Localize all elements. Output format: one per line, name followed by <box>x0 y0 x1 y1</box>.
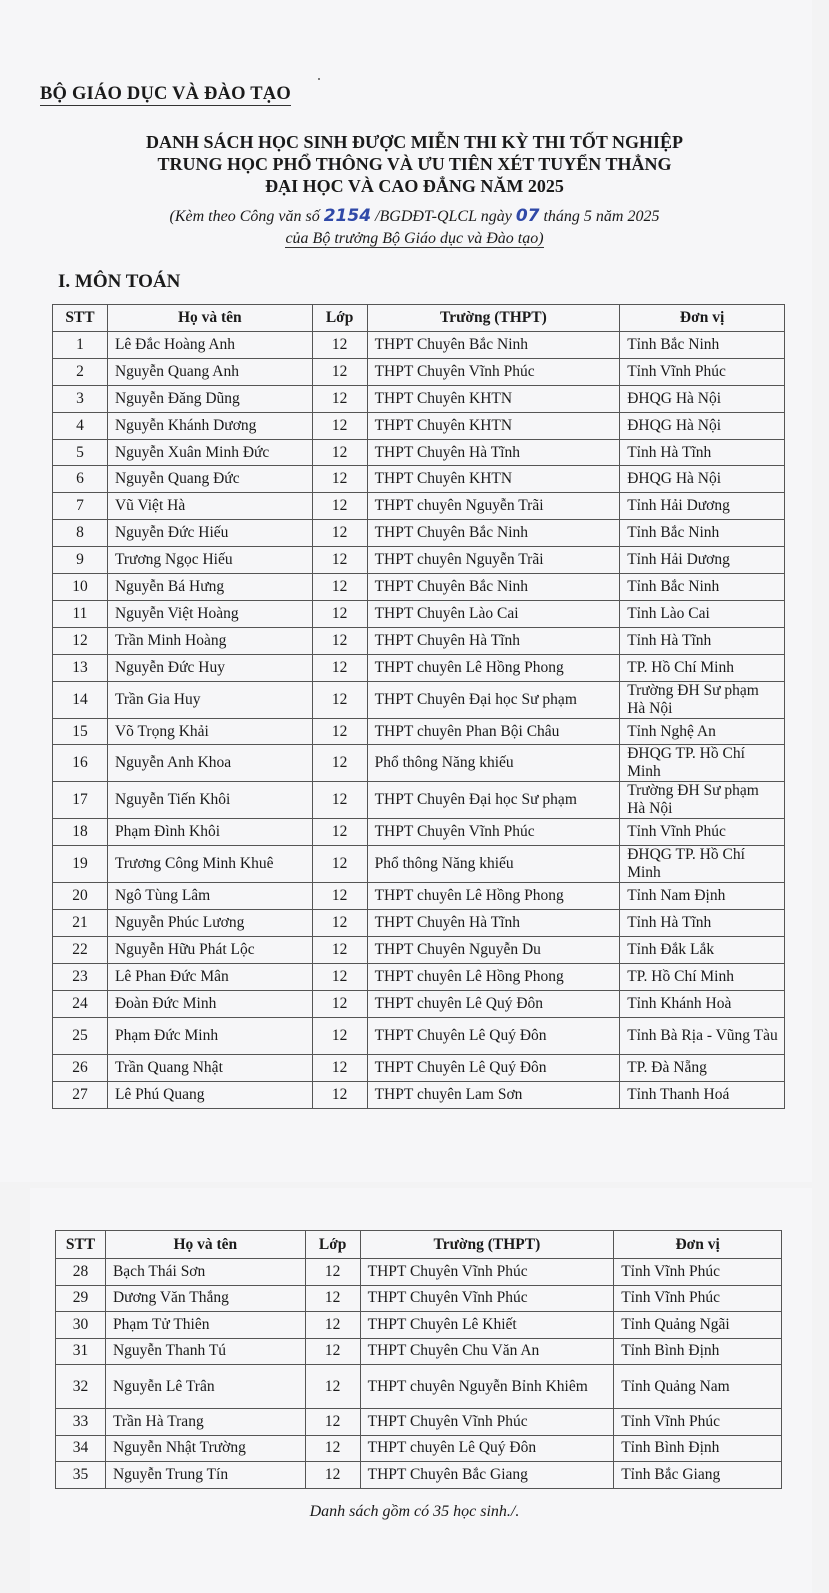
table-row <box>53 846 785 883</box>
cell-stt: 34 <box>56 1435 106 1462</box>
cell-unit: ĐHQG Hà Nội <box>620 466 785 493</box>
cell-school: THPT Chuyên Đại học Sư phạm <box>367 782 620 819</box>
cell-school: THPT Chuyên Nguyễn Du <box>367 937 620 964</box>
students-table-part-2 <box>55 1230 782 1489</box>
col-header-school: Trường (THPT) <box>360 1231 614 1259</box>
cell-stt: 13 <box>53 654 108 681</box>
cell-name: Võ Trọng Khải <box>107 718 312 745</box>
cell-class: 12 <box>312 718 367 745</box>
table-row <box>53 745 785 782</box>
table-row <box>53 910 785 937</box>
cell-class: 12 <box>312 412 367 439</box>
col-header-name: Họ và tên <box>105 1231 305 1259</box>
cell-class: 12 <box>312 1054 367 1081</box>
cell-school: THPT Chuyên Vĩnh Phúc <box>360 1285 614 1312</box>
cell-unit: ĐHQG TP. Hồ Chí Minh <box>620 846 785 883</box>
cell-school: THPT chuyên Lê Hồng Phong <box>367 654 620 681</box>
cell-stt: 29 <box>56 1285 106 1312</box>
cell-unit: Tỉnh Quảng Ngãi <box>614 1312 782 1339</box>
cell-unit: Tỉnh Lào Cai <box>620 600 785 627</box>
cell-school: THPT Chuyên Chu Văn An <box>360 1338 614 1365</box>
cell-stt: 26 <box>53 1054 108 1081</box>
cell-stt: 7 <box>53 493 108 520</box>
cell-class: 12 <box>312 547 367 574</box>
cell-name: Nguyễn Phúc Lương <box>107 910 312 937</box>
col-header-unit: Đơn vị <box>614 1231 782 1259</box>
cell-school: THPT Chuyên Vĩnh Phúc <box>360 1409 614 1436</box>
title-line-1: DANH SÁCH HỌC SINH ĐƯỢC MIỄN THI KỲ THI TỐT NGHIỆP <box>145 132 684 152</box>
cell-school: THPT Chuyên Lào Cai <box>367 600 620 627</box>
title-line-2: TRUNG HỌC PHỔ THÔNG VÀ ƯU TIÊN XÉT TUYỂN THẲNG <box>157 154 672 174</box>
cell-name: Nguyễn Nhật Trường <box>105 1435 305 1462</box>
title-line-3: ĐẠI HỌC VÀ CAO ĐẲNG NĂM 2025 <box>265 176 564 196</box>
cell-name: Nguyễn Tiến Khôi <box>107 782 312 819</box>
cell-name: Dương Văn Thắng <box>105 1285 305 1312</box>
table-row <box>53 1054 785 1081</box>
cell-stt: 25 <box>53 1017 108 1054</box>
cell-school: Phổ thông Năng khiếu <box>367 745 620 782</box>
cell-class: 12 <box>312 520 367 547</box>
cell-school: THPT Chuyên Hà Tĩnh <box>367 627 620 654</box>
table-row <box>53 718 785 745</box>
cell-name: Nguyễn Việt Hoàng <box>107 600 312 627</box>
cell-class: 12 <box>312 654 367 681</box>
cell-stt: 16 <box>53 745 108 782</box>
cell-stt: 21 <box>53 910 108 937</box>
section-title: I. MÔN TOÁN <box>58 271 181 292</box>
cell-name: Lê Phan Đức Mân <box>107 964 312 991</box>
cell-name: Ngô Tùng Lâm <box>107 883 312 910</box>
cell-name: Nguyễn Đăng Dũng <box>107 385 312 412</box>
table-row <box>53 654 785 681</box>
cell-stt: 20 <box>53 883 108 910</box>
cell-stt: 1 <box>53 332 108 359</box>
cell-unit: TP. Hồ Chí Minh <box>620 654 785 681</box>
cell-stt: 18 <box>53 819 108 846</box>
cell-unit: Tỉnh Hà Tĩnh <box>620 439 785 466</box>
cell-name: Nguyễn Trung Tín <box>105 1462 305 1489</box>
cell-unit: Tỉnh Hải Dương <box>620 547 785 574</box>
reference-line-2: của Bộ trưởng Bộ Giáo dục và Đào tạo) <box>285 230 544 247</box>
table-row <box>53 1017 785 1054</box>
cell-name: Nguyễn Bá Hưng <box>107 574 312 601</box>
table-row <box>53 493 785 520</box>
cell-unit: Tỉnh Hà Tĩnh <box>620 910 785 937</box>
cell-stt: 3 <box>53 385 108 412</box>
table-row <box>56 1285 782 1312</box>
document-title <box>0 131 829 197</box>
cell-unit: Tỉnh Đắk Lắk <box>620 937 785 964</box>
cell-class: 12 <box>312 745 367 782</box>
table-row <box>53 600 785 627</box>
cell-name: Nguyễn Anh Khoa <box>107 745 312 782</box>
cell-class: 12 <box>312 964 367 991</box>
cell-name: Trương Công Minh Khuê <box>107 846 312 883</box>
cell-stt: 2 <box>53 358 108 385</box>
col-header-stt: STT <box>56 1231 106 1259</box>
cell-class: 12 <box>312 466 367 493</box>
cell-class: 12 <box>312 385 367 412</box>
cell-class: 12 <box>305 1259 360 1286</box>
cell-school: THPT Chuyên Bắc Ninh <box>367 332 620 359</box>
cell-name: Đoàn Đức Minh <box>107 990 312 1017</box>
cell-class: 12 <box>312 819 367 846</box>
cell-stt: 32 <box>56 1365 106 1409</box>
cell-school: THPT Chuyên Lê Quý Đôn <box>367 1054 620 1081</box>
cell-class: 12 <box>305 1409 360 1436</box>
cell-unit: ĐHQG TP. Hồ Chí Minh <box>620 745 785 782</box>
table-row <box>53 385 785 412</box>
table-row <box>53 466 785 493</box>
cell-school: THPT Chuyên Lê Khiết <box>360 1312 614 1339</box>
cell-unit: Tỉnh Quảng Nam <box>614 1365 782 1409</box>
col-header-class: Lớp <box>305 1231 360 1259</box>
cell-name: Trần Quang Nhật <box>107 1054 312 1081</box>
cell-stt: 8 <box>53 520 108 547</box>
table-row <box>56 1338 782 1365</box>
cell-school: THPT chuyên Nguyễn Trãi <box>367 493 620 520</box>
cell-class: 12 <box>305 1338 360 1365</box>
cell-class: 12 <box>305 1365 360 1409</box>
cell-class: 12 <box>312 910 367 937</box>
cell-stt: 35 <box>56 1462 106 1489</box>
cell-school: THPT Chuyên KHTN <box>367 412 620 439</box>
cell-school: THPT Chuyên Đại học Sư phạm <box>367 681 620 718</box>
cell-class: 12 <box>312 782 367 819</box>
col-header-stt: STT <box>53 305 108 332</box>
cell-stt: 15 <box>53 718 108 745</box>
cell-unit: Tỉnh Bắc Ninh <box>620 332 785 359</box>
table-row <box>56 1365 782 1409</box>
handwritten-day: 07 <box>515 206 540 226</box>
cell-unit: Tỉnh Hà Tĩnh <box>620 627 785 654</box>
cell-unit: Tỉnh Bắc Giang <box>614 1462 782 1489</box>
cell-class: 12 <box>305 1285 360 1312</box>
cell-stt: 5 <box>53 439 108 466</box>
cell-class: 12 <box>312 883 367 910</box>
cell-unit: Trường ĐH Sư phạm Hà Nội <box>620 782 785 819</box>
cell-unit: Tỉnh Vĩnh Phúc <box>614 1259 782 1286</box>
cell-name: Nguyễn Xuân Minh Đức <box>107 439 312 466</box>
cell-class: 12 <box>312 332 367 359</box>
cell-stt: 22 <box>53 937 108 964</box>
cell-name: Lê Phú Quang <box>107 1081 312 1108</box>
table-row <box>53 819 785 846</box>
ministry-name: BỘ GIÁO DỤC VÀ ĐÀO TẠO <box>40 84 291 104</box>
table-row <box>53 964 785 991</box>
table-row <box>53 520 785 547</box>
table-row <box>53 332 785 359</box>
cell-class: 12 <box>312 937 367 964</box>
cell-stt: 28 <box>56 1259 106 1286</box>
cell-school: THPT Chuyên Bắc Ninh <box>367 574 620 601</box>
students-table-part-1 <box>52 304 785 1109</box>
cell-class: 12 <box>305 1462 360 1489</box>
cell-class: 12 <box>312 990 367 1017</box>
table-row <box>53 1081 785 1108</box>
cell-stt: 9 <box>53 547 108 574</box>
col-header-class: Lớp <box>312 305 367 332</box>
footer-note: Danh sách gồm có 35 học sinh./. <box>309 1503 520 1520</box>
cell-class: 12 <box>312 627 367 654</box>
handwritten-dispatch-number: 2154 <box>323 206 372 226</box>
cell-name: Bạch Thái Sơn <box>105 1259 305 1286</box>
cell-stt: 30 <box>56 1312 106 1339</box>
cell-school: THPT Chuyên Hà Tĩnh <box>367 910 620 937</box>
cell-class: 12 <box>312 574 367 601</box>
cell-class: 12 <box>312 1081 367 1108</box>
cell-class: 12 <box>305 1312 360 1339</box>
cell-unit: TP. Đà Nẵng <box>620 1054 785 1081</box>
cell-unit: Tỉnh Hải Dương <box>620 493 785 520</box>
cell-school: THPT Chuyên Vĩnh Phúc <box>367 358 620 385</box>
cell-unit: Tỉnh Vĩnh Phúc <box>614 1409 782 1436</box>
table-row <box>53 883 785 910</box>
cell-stt: 12 <box>53 627 108 654</box>
table-row <box>53 574 785 601</box>
cell-school: THPT chuyên Phan Bội Châu <box>367 718 620 745</box>
cell-unit: Tỉnh Vĩnh Phúc <box>620 358 785 385</box>
cell-name: Lê Đắc Hoàng Anh <box>107 332 312 359</box>
cell-unit: ĐHQG Hà Nội <box>620 412 785 439</box>
scan-speck <box>318 78 320 80</box>
cell-unit: Tỉnh Bà Rịa - Vũng Tàu <box>620 1017 785 1054</box>
table-row <box>56 1435 782 1462</box>
cell-stt: 23 <box>53 964 108 991</box>
cell-name: Nguyễn Quang Đức <box>107 466 312 493</box>
table-row <box>53 412 785 439</box>
cell-name: Nguyễn Khánh Dương <box>107 412 312 439</box>
cell-unit: ĐHQG Hà Nội <box>620 385 785 412</box>
cell-unit: Trường ĐH Sư phạm Hà Nội <box>620 681 785 718</box>
cell-name: Vũ Việt Hà <box>107 493 312 520</box>
table-row <box>53 681 785 718</box>
cell-stt: 4 <box>53 412 108 439</box>
table-row <box>53 547 785 574</box>
cell-class: 12 <box>312 1017 367 1054</box>
cell-name: Phạm Đình Khôi <box>107 819 312 846</box>
cell-school: THPT chuyên Lê Quý Đôn <box>367 990 620 1017</box>
col-header-name: Họ và tên <box>107 305 312 332</box>
cell-school: THPT chuyên Lê Hồng Phong <box>367 883 620 910</box>
table-row <box>56 1409 782 1436</box>
cell-school: THPT Chuyên KHTN <box>367 385 620 412</box>
cell-stt: 10 <box>53 574 108 601</box>
cell-stt: 24 <box>53 990 108 1017</box>
cell-school: THPT Chuyên Bắc Ninh <box>367 520 620 547</box>
cell-school: THPT Chuyên Vĩnh Phúc <box>367 819 620 846</box>
cell-unit: Tỉnh Bình Định <box>614 1338 782 1365</box>
cell-stt: 6 <box>53 466 108 493</box>
cell-name: Nguyễn Hữu Phát Lộc <box>107 937 312 964</box>
cell-name: Nguyễn Thanh Tú <box>105 1338 305 1365</box>
table-row <box>53 937 785 964</box>
cell-class: 12 <box>305 1435 360 1462</box>
col-header-school: Trường (THPT) <box>367 305 620 332</box>
cell-name: Nguyễn Đức Hiếu <box>107 520 312 547</box>
cell-name: Phạm Tử Thiên <box>105 1312 305 1339</box>
cell-school: THPT Chuyên Hà Tĩnh <box>367 439 620 466</box>
cell-class: 12 <box>312 439 367 466</box>
cell-school: THPT chuyên Lê Hồng Phong <box>367 964 620 991</box>
cell-name: Nguyễn Quang Anh <box>107 358 312 385</box>
table-row <box>53 782 785 819</box>
cell-unit: Tỉnh Bắc Ninh <box>620 574 785 601</box>
cell-class: 12 <box>312 493 367 520</box>
table-row <box>53 358 785 385</box>
cell-class: 12 <box>312 358 367 385</box>
table-row <box>56 1462 782 1489</box>
cell-school: THPT Chuyên Vĩnh Phúc <box>360 1259 614 1286</box>
cell-name: Trần Gia Huy <box>107 681 312 718</box>
cell-unit: Tỉnh Bình Định <box>614 1435 782 1462</box>
cell-unit: Tỉnh Khánh Hoà <box>620 990 785 1017</box>
reference-note <box>0 205 829 250</box>
cell-name: Trần Hà Trang <box>105 1409 305 1436</box>
table-row <box>56 1259 782 1286</box>
table-row <box>53 627 785 654</box>
cell-unit: Tỉnh Thanh Hoá <box>620 1081 785 1108</box>
cell-unit: Tỉnh Vĩnh Phúc <box>620 819 785 846</box>
cell-school: THPT chuyên Nguyễn Trãi <box>367 547 620 574</box>
cell-unit: Tỉnh Vĩnh Phúc <box>614 1285 782 1312</box>
cell-school: THPT chuyên Nguyễn Bỉnh Khiêm <box>360 1365 614 1409</box>
cell-unit: Tỉnh Nam Định <box>620 883 785 910</box>
table-header-row <box>53 305 785 332</box>
cell-unit: Tỉnh Nghệ An <box>620 718 785 745</box>
cell-class: 12 <box>312 681 367 718</box>
cell-unit: Tỉnh Bắc Ninh <box>620 520 785 547</box>
cell-name: Nguyễn Đức Huy <box>107 654 312 681</box>
reference-line-1: (Kèm theo Công văn số 2154 /BGDĐT-QLCL ngày 07 tháng 5 năm 2025 <box>169 206 660 226</box>
cell-name: Phạm Đức Minh <box>107 1017 312 1054</box>
cell-stt: 14 <box>53 681 108 718</box>
cell-school: THPT Chuyên KHTN <box>367 466 620 493</box>
table-row <box>56 1312 782 1339</box>
cell-name: Trần Minh Hoàng <box>107 627 312 654</box>
cell-class: 12 <box>312 846 367 883</box>
col-header-unit: Đơn vị <box>620 305 785 332</box>
cell-stt: 11 <box>53 600 108 627</box>
cell-school: THPT Chuyên Lê Quý Đôn <box>367 1017 620 1054</box>
cell-school: THPT chuyên Lê Quý Đôn <box>360 1435 614 1462</box>
cell-stt: 19 <box>53 846 108 883</box>
cell-stt: 31 <box>56 1338 106 1365</box>
cell-stt: 27 <box>53 1081 108 1108</box>
cell-unit: TP. Hồ Chí Minh <box>620 964 785 991</box>
cell-name: Trương Ngọc Hiếu <box>107 547 312 574</box>
cell-class: 12 <box>312 600 367 627</box>
table-row <box>53 439 785 466</box>
table-row <box>53 990 785 1017</box>
cell-school: THPT Chuyên Bắc Giang <box>360 1462 614 1489</box>
cell-stt: 33 <box>56 1409 106 1436</box>
cell-name: Nguyễn Lê Trân <box>105 1365 305 1409</box>
cell-school: THPT chuyên Lam Sơn <box>367 1081 620 1108</box>
cell-stt: 17 <box>53 782 108 819</box>
cell-school: Phổ thông Năng khiếu <box>367 846 620 883</box>
table-header-row <box>56 1231 782 1259</box>
